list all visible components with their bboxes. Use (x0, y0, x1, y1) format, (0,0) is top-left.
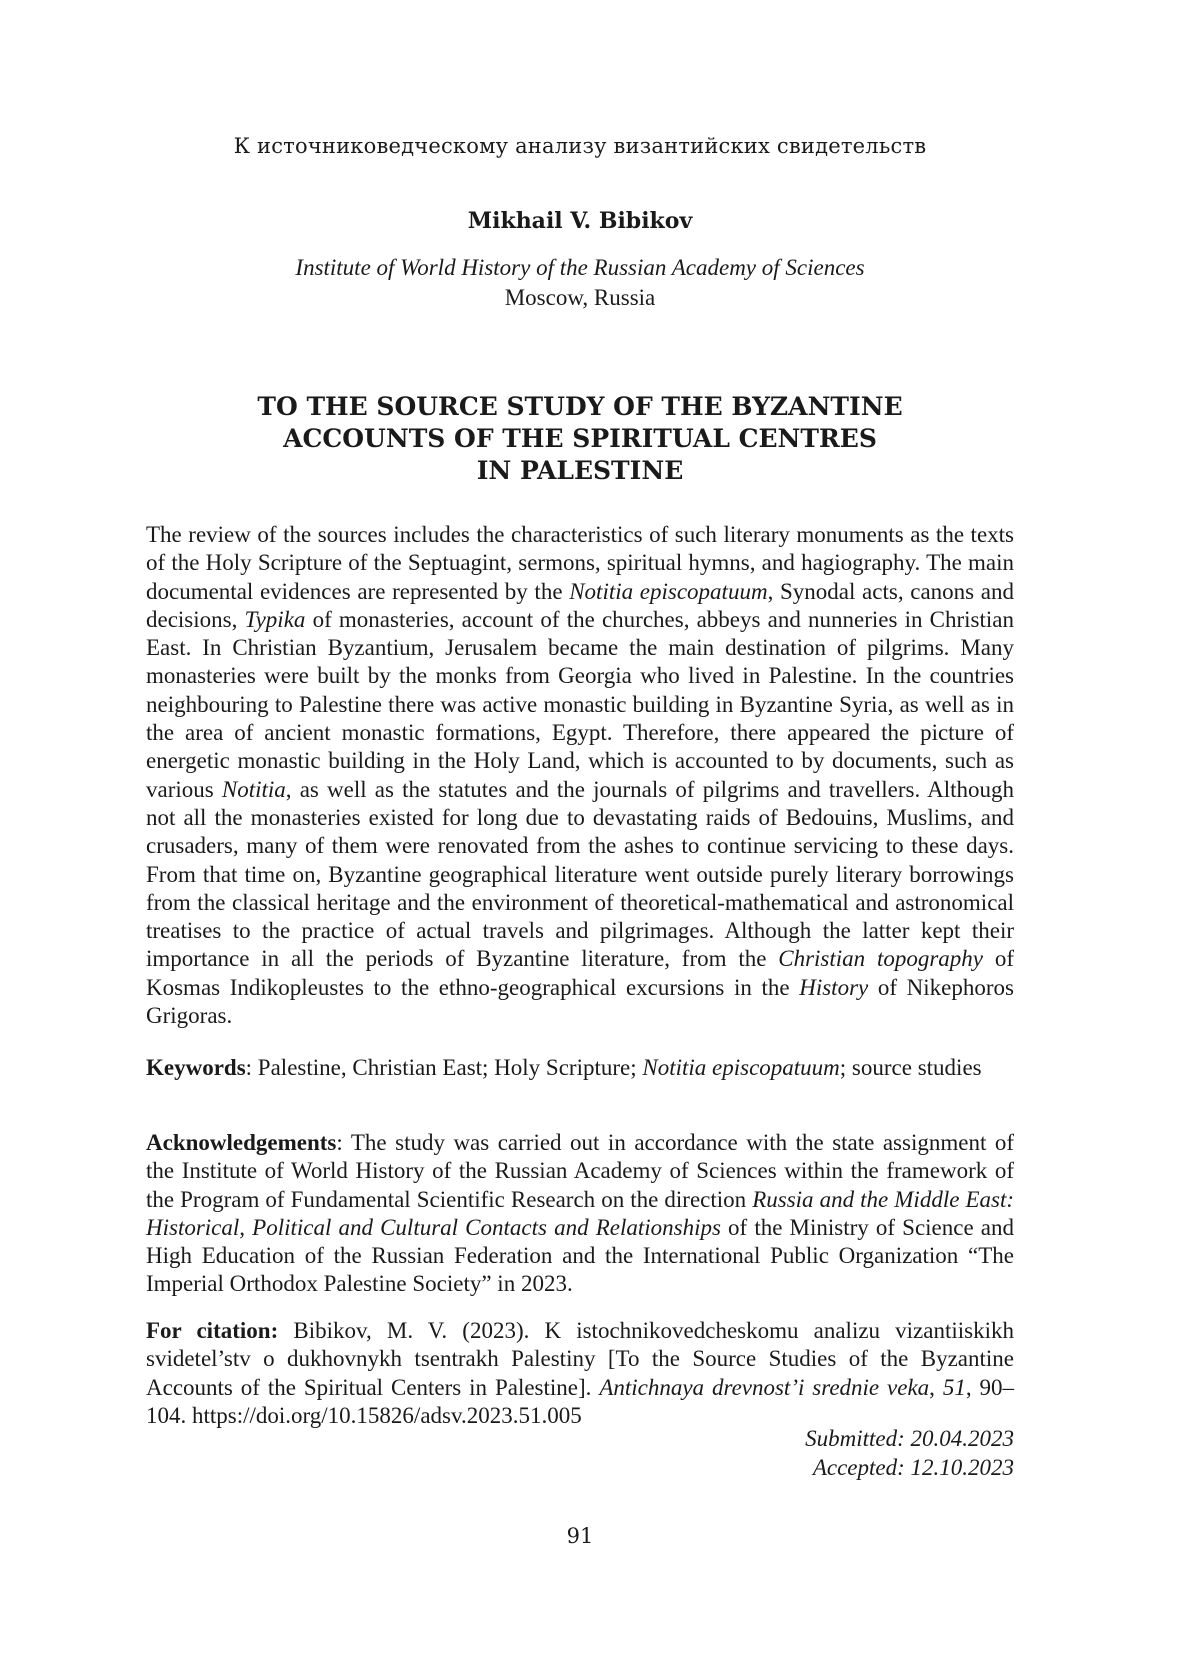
abstract-italic-term: Notitia episcopatuum (569, 579, 767, 604)
accepted-date: Accepted: 12.10.2023 (146, 1453, 1014, 1482)
keywords-label: Keywords (146, 1055, 246, 1080)
institute-name: Institute of World History of the Russian Academy of Sciences (146, 253, 1014, 283)
citation-text: Bibikov, M. V. (2023). K istochnikovedcheskomu analizu vizantiiskikh svidetel’stv o dukhovnykh tsentrakh Palestiny [To the Source Studies of the Byzantine Accounts of the Spiritual Centers in Palestine]. (146, 1318, 1014, 1400)
acknowledgements-text: : The study was carried out in accordance with the state assignment of the Institute of World History of the Russian Academy of Sciences within the framework of the Program of Fundamental Scientific Research on the direction (146, 1130, 1014, 1212)
abstract-text: of Nikephoros Grigoras. (146, 975, 1014, 1028)
institute-location: Moscow, Russia (146, 283, 1014, 313)
keywords-text: : Palestine, Christian East; Holy Scripture; (246, 1055, 643, 1080)
keywords-text: ; source studies (840, 1055, 982, 1080)
running-head: К источниковедческому анализу византийских свидетельств (146, 134, 1014, 158)
journal-page (146, 0, 1014, 1671)
abstract-text: of monasteries, account of the churches, abbeys and nunneries in Christian East. In Christian Byzantium, Jerusalem became the main destination of pilgrims. Many monasteries were built by the monks from Georgia who lived in Palestine. In the countries neighbouring to Palestine there was active monastic building in Byzantine Syria, as well as in the area of ancient monastic formations, Egypt. Therefore, there appeared the picture of energetic monastic building in the Holy Land, which is accounted to by documents, such as various (146, 607, 1014, 802)
author-name: Mikhail V. Bibikov (146, 208, 1014, 234)
acknowledgements-text: of the Ministry of Science and High Education of the Russian Federation and the International Public Organization “The Imperial Orthodox Palestine Society” in 2023. (146, 1215, 1014, 1297)
title-line: TO THE SOURCE STUDY OF THE BYZANTINE (146, 391, 1014, 423)
article-title (146, 391, 1014, 487)
abstract-italic-term: History (799, 975, 868, 1000)
abstract-text: , as well as the statutes and the journals of pilgrims and travellers. Although not all the monasteries existed for long due to devastating raids of Bedouins, Muslims, and crusaders, many of them were renovated from the ashes to continue servicing to these days. From that time on, Byzantine geographical literature went outside purely literary borrowings from the classical heritage and the environment of theoretical-mathematical and astronomical treatises to the practice of actual travels and pilgrimages. Although the latter kept their importance in all the periods of Byzantine literature, from the (146, 777, 1014, 972)
acknowledgements (146, 1129, 1014, 1299)
citation (146, 1317, 1014, 1430)
citation-text: , (929, 1375, 943, 1400)
page-number: 91 (146, 1524, 1014, 1548)
abstract (146, 521, 1014, 1030)
submitted-date: Submitted: 20.04.2023 (146, 1424, 1014, 1453)
keywords (146, 1054, 1014, 1082)
abstract-text: , Synodal acts, canons and decisions, (146, 579, 1014, 632)
acknowledgements-italic-term: Russia and the Middle East: Historical, Political and Cultural Contacts and Relationships (146, 1187, 1014, 1240)
citation-label: For citation: (146, 1318, 278, 1343)
article-dates (146, 1424, 1014, 1482)
abstract-italic-term: Typika (245, 607, 306, 632)
keywords-italic-term: Notitia episcopatuum (642, 1055, 839, 1080)
abstract-italic-term: Notitia (222, 777, 286, 802)
citation-volume: 51 (943, 1375, 966, 1400)
title-line: ACCOUNTS OF THE SPIRITUAL CENTRES (146, 423, 1014, 455)
citation-text: , 90–104. https://doi.org/10.15826/adsv.2023.51.005 (146, 1375, 1014, 1428)
abstract-text: of Kosmas Indikopleustes to the ethno-geographical excursions in the (146, 946, 1014, 999)
citation-journal: Antichnaya drevnost’i srednie veka (599, 1375, 929, 1400)
title-line: IN PALESTINE (146, 455, 1014, 487)
author-affiliation (146, 253, 1014, 313)
acknowledgements-label: Acknowledgements (146, 1130, 336, 1155)
abstract-italic-term: Christian topography (778, 946, 983, 971)
abstract-text: The review of the sources includes the characteristics of such literary monuments as the texts of the Holy Scripture of the Septuagint, sermons, spiritual hymns, and hagiography. The main documental evidences are represented by the (146, 522, 1014, 604)
